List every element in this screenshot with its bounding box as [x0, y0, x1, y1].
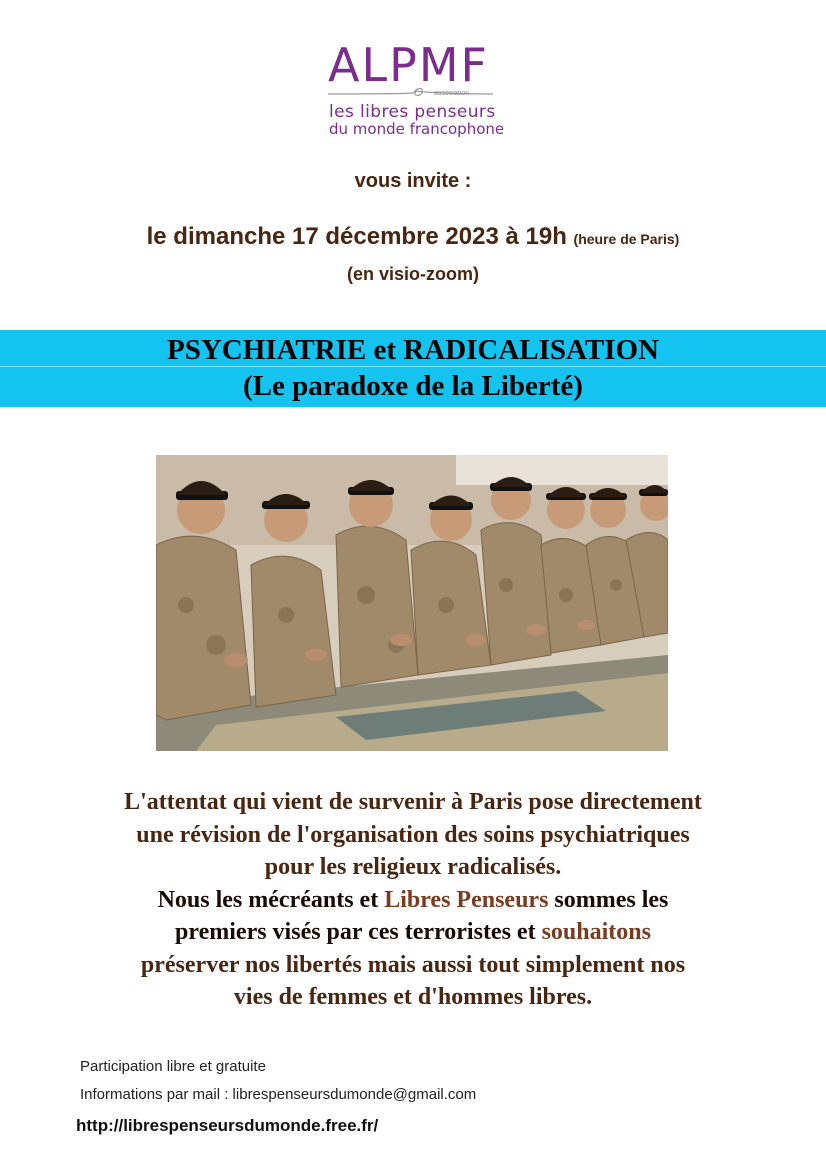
body-text — [40, 786, 786, 1014]
logo-subtitle-line2: du monde francophone — [329, 120, 505, 138]
title-banner — [0, 330, 826, 407]
banner-title: PSYCHIATRIE et RADICALISATION — [167, 334, 659, 366]
body-line-6: préserver nos libertés mais aussi tout simplement nos — [140, 951, 686, 978]
body-line-5a: premiers visés par ces terroristes et — [175, 919, 542, 945]
body-line-2: une révision de l'organisation des soins psychiatriques — [136, 821, 690, 848]
contact-email-text: Informations par mail : librespenseursdumonde@gmail.com — [80, 1086, 477, 1103]
body-line-4c: sommes les — [548, 886, 669, 913]
body-line-4b-highlight: Libres Penseurs — [384, 886, 549, 913]
body-line-4 — [40, 884, 786, 917]
logo-subtitle-line1: les libres penseurs — [329, 102, 496, 122]
body-line-5 — [40, 916, 786, 949]
participation-text: Participation libre et gratuite — [80, 1058, 266, 1075]
logo-association-tag: association — [434, 90, 470, 97]
body-line-5b-highlight: souhaitons — [541, 919, 651, 945]
logo-title: ALPMF — [328, 38, 489, 92]
event-timezone: (heure de Paris) — [573, 231, 680, 247]
event-photo — [156, 455, 668, 751]
body-line-1: L'attentat qui vient de survenir à Paris pose directement — [124, 789, 702, 815]
invite-text: vous invite : — [354, 170, 472, 192]
banner-subtitle: (Le paradoxe de la Liberté) — [243, 370, 583, 402]
logo-swirl-icon — [328, 85, 498, 99]
event-date-text: le dimanche 17 décembre 2023 à 19h — [146, 223, 567, 250]
alpmf-logo — [300, 38, 530, 143]
event-date — [0, 223, 826, 251]
website-link[interactable]: http://librespenseursdumonde.free.fr/ — [76, 1116, 379, 1135]
body-line-7: vies de femmes et d'hommes libres. — [233, 984, 593, 1010]
body-line-4a: Nous les mécréants et — [157, 886, 385, 913]
event-format: (en visio-zoom) — [346, 264, 479, 284]
body-line-3: pour les religieux radicalisés. — [264, 854, 562, 880]
